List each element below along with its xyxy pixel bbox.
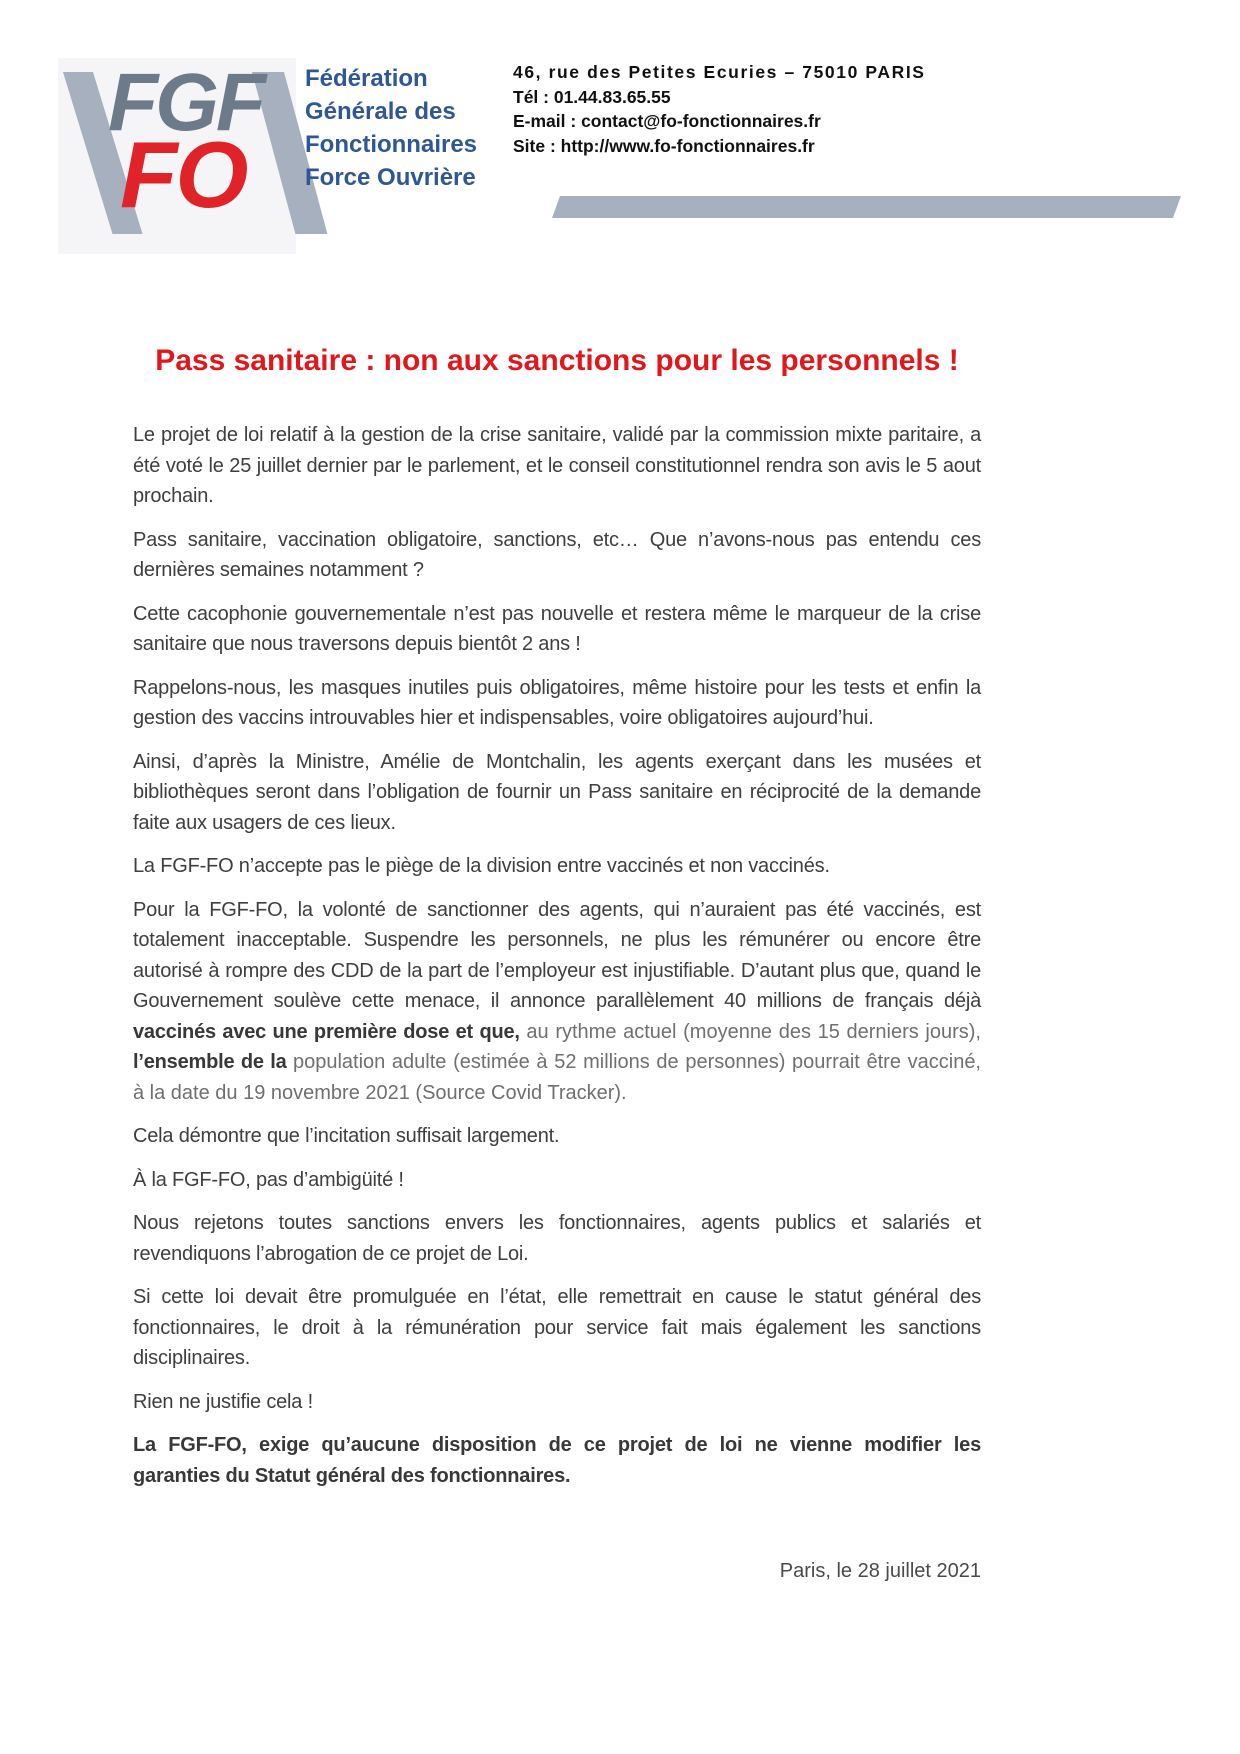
text-run: Cela démontre que l’incitation suffisait largement. bbox=[133, 1125, 560, 1147]
text-run: La FGF-FO n’accepte pas le piège de la division entre vaccinés et non vaccinés. bbox=[133, 855, 830, 877]
paragraph bbox=[133, 525, 981, 586]
contact-block bbox=[513, 60, 926, 158]
paragraph bbox=[133, 420, 981, 512]
org-name-line: Générale des bbox=[305, 98, 456, 125]
paragraph bbox=[133, 1208, 981, 1269]
text-run: Le projet de loi relatif à la gestion de la crise sanitaire, validé par la commission mixte paritaire, a été voté le 25 juillet dernier par le parlement, et le conseil constitutionnel rendra son avis le 5 aout prochain. bbox=[133, 424, 981, 507]
text-run: Pour la FGF-FO, la volonté de sanctionner des agents, qui n’auraient pas été vaccinés, est totalement inacceptable. Suspendre les personnels, ne plus les rémunérer ou encore être autorisé à rompre des CDD de la part de l’employeur est injustifiable. D’autant plus que, quand le Gouvernement soulève cette menace, il annonce parallèlement 40 millions de français déjà bbox=[133, 898, 981, 1012]
text-run: Si cette loi devait être promulguée en l’état, elle remettrait en cause le statut général des fonctionnaires, le droit à la rémunération pour service fait mais également les sanctions disciplinaires. bbox=[133, 1286, 981, 1369]
logo-fgf-text: FGF bbox=[108, 57, 263, 148]
document-body bbox=[133, 420, 981, 1504]
fgf-fo-logo bbox=[58, 58, 296, 254]
paragraph bbox=[133, 673, 981, 734]
contact-email: E-mail : contact@fo-fonctionnaires.fr bbox=[513, 111, 821, 131]
paragraph bbox=[133, 747, 981, 839]
decorative-bar bbox=[552, 196, 1181, 218]
org-name-line: Fédération bbox=[305, 65, 428, 92]
paragraph bbox=[133, 895, 981, 1109]
text-run: population adulte (estimée à 52 millions de personnes) pourrait être vacciné, à la date du 19 novembre 2021 (Source Covid Tracker). bbox=[133, 1051, 981, 1104]
contact-address: 46, rue des Petites Ecuries – 75010 PARIS bbox=[513, 62, 926, 82]
text-run: La FGF-FO, exige qu’aucune disposition de ce projet de loi ne vienne modifier les garanties du Statut général des fonctionnaires. bbox=[133, 1434, 981, 1487]
paragraph bbox=[133, 1430, 981, 1491]
text-run: Nous rejetons toutes sanctions envers les fonctionnaires, agents publics et salariés et revendiquons l’abrogation de ce projet de Loi. bbox=[133, 1212, 981, 1265]
text-run: Pass sanitaire, vaccination obligatoire, sanctions, etc… Que n’avons-nous pas entendu ces dernières semaines notamment ? bbox=[133, 528, 981, 581]
contact-phone: Tél : 01.44.83.65.55 bbox=[513, 86, 671, 107]
paragraph bbox=[133, 599, 981, 660]
paragraph bbox=[133, 1282, 981, 1374]
text-run: Rien ne justifie cela ! bbox=[133, 1390, 313, 1413]
text-run: À la FGF-FO, pas d’ambigüité ! bbox=[133, 1168, 404, 1191]
text-run: vaccinés avec une première dose et que, bbox=[133, 1020, 520, 1043]
text-run: Ainsi, d’après la Ministre, Amélie de Montchalin, les agents exerçant dans les musées et bibliothèques seront dans l’obligation de fournir un Pass sanitaire en réciprocité de la demande faite aux usagers de ces lieux. bbox=[133, 750, 981, 834]
paragraph bbox=[133, 851, 981, 882]
text-run: au rythme actuel (moyenne des 15 derniers jours), bbox=[519, 1020, 981, 1043]
text-run: Rappelons-nous, les masques inutiles puis obligatoires, même histoire pour les tests et enfin la gestion des vaccins introuvables hier et indispensables, voire obligatoires aujourd’hui. bbox=[133, 676, 981, 729]
logo-fo-text: FO bbox=[120, 122, 247, 227]
org-name-line: Fonctionnaires bbox=[305, 131, 478, 158]
org-name bbox=[305, 62, 477, 194]
text-run: l’ensemble de la bbox=[133, 1051, 293, 1073]
contact-website: Site : http://www.fo-fonctionnaires.fr bbox=[513, 135, 815, 156]
paragraph bbox=[133, 1165, 981, 1196]
text-run: Cette cacophonie gouvernementale n’est pas nouvelle et restera même le marqueur de la crise sanitaire que nous traversons depuis bientôt 2 ans ! bbox=[133, 602, 981, 655]
document-title: Pass sanitaire : non aux sanctions pour les personnels ! bbox=[155, 344, 959, 377]
paragraph bbox=[133, 1387, 981, 1418]
date-line: Paris, le 28 juillet 2021 bbox=[779, 1560, 981, 1582]
paragraph bbox=[133, 1121, 981, 1152]
org-name-line: Force Ouvrière bbox=[305, 164, 476, 191]
